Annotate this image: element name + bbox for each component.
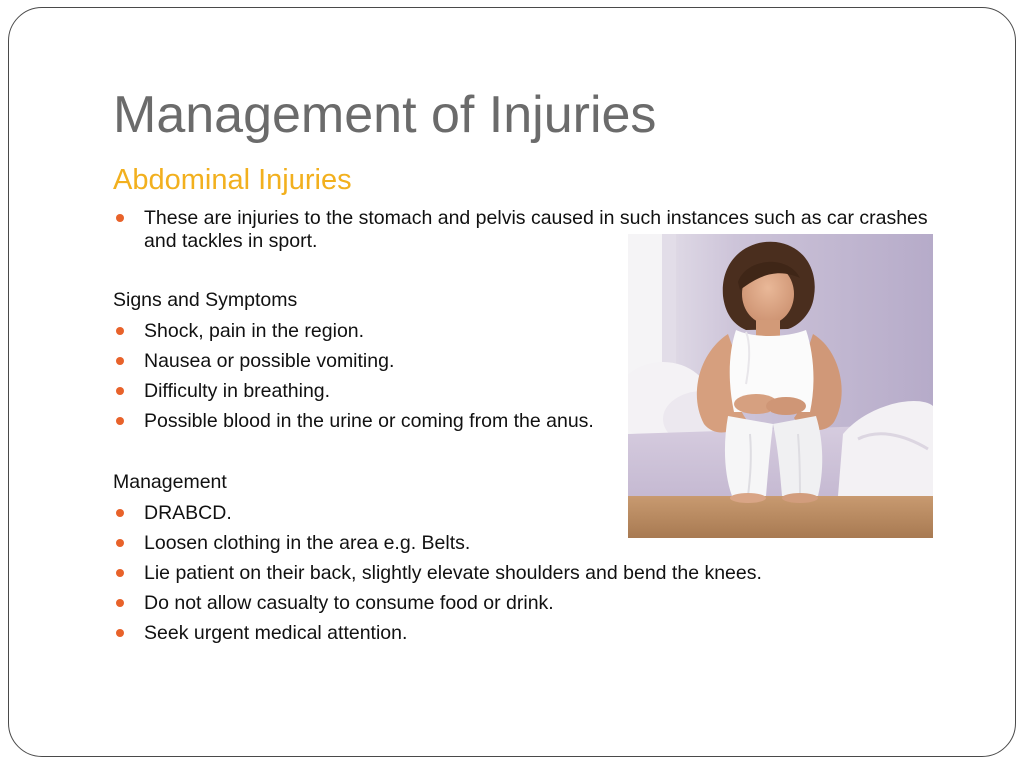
signs-item-text: Nausea or possible vomiting.	[144, 350, 395, 372]
management-item-text: Seek urgent medical attention.	[144, 622, 408, 644]
signs-item-text: Difficulty in breathing.	[144, 380, 331, 402]
bullet-icon	[116, 387, 124, 395]
intro-bullet-text: These are injuries to the stomach and pelvis caused in such instances such as car crashes and tackles in sport.	[144, 207, 928, 252]
management-heading: Management	[113, 471, 227, 493]
bullet-icon	[116, 357, 124, 365]
bullet-icon	[116, 417, 124, 425]
slide-title: Management of Injuries	[113, 86, 657, 144]
bullet-icon	[116, 509, 124, 517]
signs-item-text: Possible blood in the urine or coming from the anus.	[144, 410, 594, 432]
bullet-icon	[116, 327, 124, 335]
management-item-text: Do not allow casualty to consume food or drink.	[144, 592, 554, 614]
bullet-icon	[116, 569, 124, 577]
photo-woman-abdominal-pain-icon	[628, 234, 933, 538]
slide-subtitle: Abdominal Injuries	[113, 164, 352, 196]
bullet-icon	[116, 629, 124, 637]
management-item-text: Lie patient on their back, slightly elevate shoulders and bend the knees.	[144, 562, 762, 584]
bullet-icon	[116, 214, 124, 222]
bullet-icon	[116, 599, 124, 607]
signs-heading: Signs and Symptoms	[113, 289, 298, 311]
signs-item-text: Shock, pain in the region.	[144, 320, 365, 342]
management-item-text: DRABCD.	[144, 502, 232, 524]
bullet-icon	[116, 539, 124, 547]
management-item-text: Loosen clothing in the area e.g. Belts.	[144, 532, 471, 554]
photo-woman-abdominal-pain	[628, 234, 933, 538]
